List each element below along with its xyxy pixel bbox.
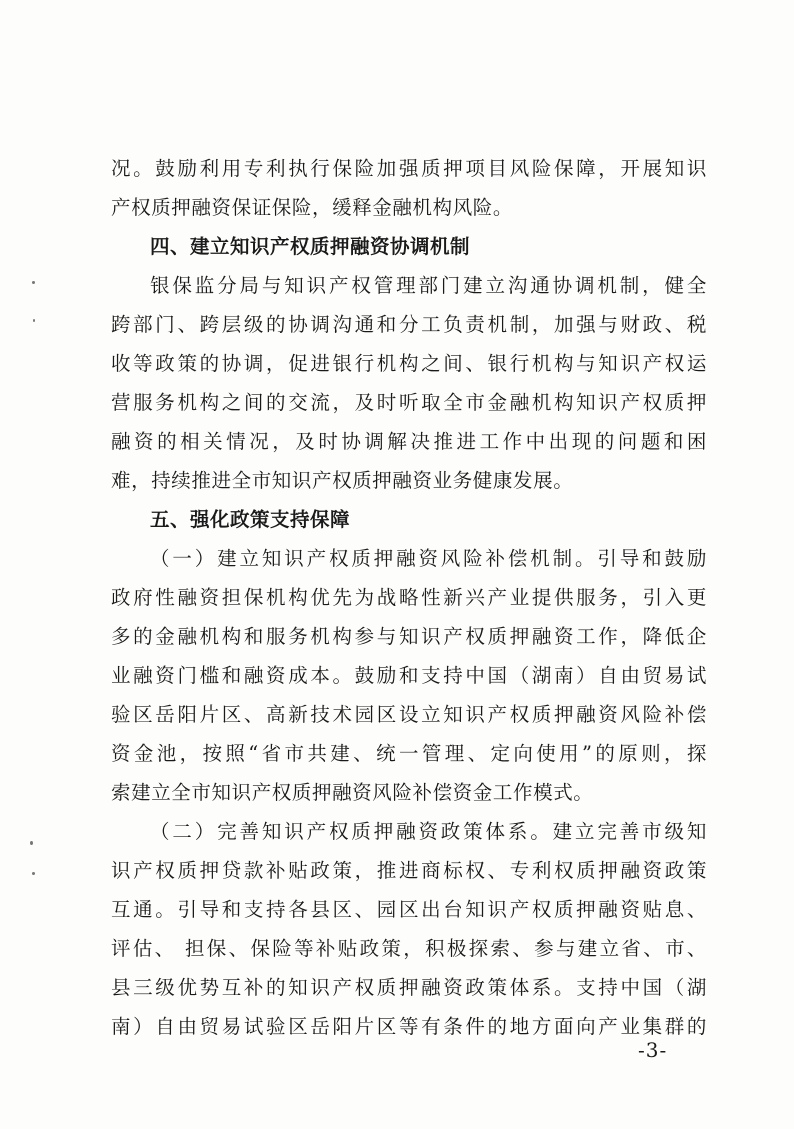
page-number: -3-: [638, 1038, 668, 1062]
body-line: 互通。引导和支持各县区、园区出台知识产权质押融资贴息、: [111, 898, 707, 921]
body-line: 营服务机构之间的交流，及时听取全市金融机构知识产权质押: [111, 391, 707, 414]
body-line: 识产权质押贷款补贴政策，推进商标权、专利权质押融资政策: [111, 859, 707, 882]
body-line: 收等政策的协调，促进银行机构之间、银行机构与知识产权运: [111, 352, 707, 375]
body-line: （二）完善知识产权质押融资政策体系。建立完善市级知: [150, 820, 707, 843]
section-heading: 四、建立知识产权质押融资协调机制: [150, 235, 471, 258]
scan-speck: [30, 841, 33, 845]
body-line: 索建立全市知识产权质押融资风险补偿资金工作模式。: [111, 781, 594, 804]
body-line: 银保监分局与知识产权管理部门建立沟通协调机制，健全: [150, 274, 707, 297]
body-line: 融资的相关情况，及时协调解决推进工作中出现的问题和困: [111, 430, 707, 453]
scan-speck: [32, 281, 35, 284]
body-line: 业融资门槛和融资成本。鼓励和支持中国（湖南）自由贸易试: [111, 664, 707, 687]
body-line: 南）自由贸易试验区岳阳片区等有条件的地方面向产业集群的: [111, 1015, 707, 1038]
body-line: （一）建立知识产权质押融资风险补偿机制。引导和鼓励: [150, 547, 707, 570]
body-line: 政府性融资担保机构优先为战略性新兴产业提供服务，引入更: [111, 586, 707, 609]
body-line: 县三级优势互补的知识产权质押融资政策体系。支持中国（湖: [111, 976, 707, 999]
body-line: 多的金融机构和服务机构参与知识产权质押融资工作，降低企: [111, 625, 707, 648]
body-line: 产权质押融资保证保险，缓释金融机构风险。: [111, 196, 514, 219]
body-line: 难，持续推进全市知识产权质押融资业务健康发展。: [111, 469, 574, 492]
scan-speck: [32, 872, 35, 875]
body-line: 资金池，按照“省市共建、统一管理、定向使用”的原则，探: [111, 742, 707, 765]
body-line: 验区岳阳片区、高新技术园区设立知识产权质押融资风险补偿: [111, 703, 707, 726]
section-heading: 五、强化政策支持保障: [150, 508, 351, 531]
scan-speck: [33, 319, 35, 322]
body-line: 跨部门、跨层级的协调沟通和分工负责机制，加强与财政、税: [111, 313, 707, 336]
body-line: 况。鼓励利用专利执行保险加强质押项目风险保障，开展知识: [111, 157, 707, 180]
body-line: 评估、 担保、保险等补贴政策，积极探索、参与建立省、市、: [111, 937, 707, 960]
